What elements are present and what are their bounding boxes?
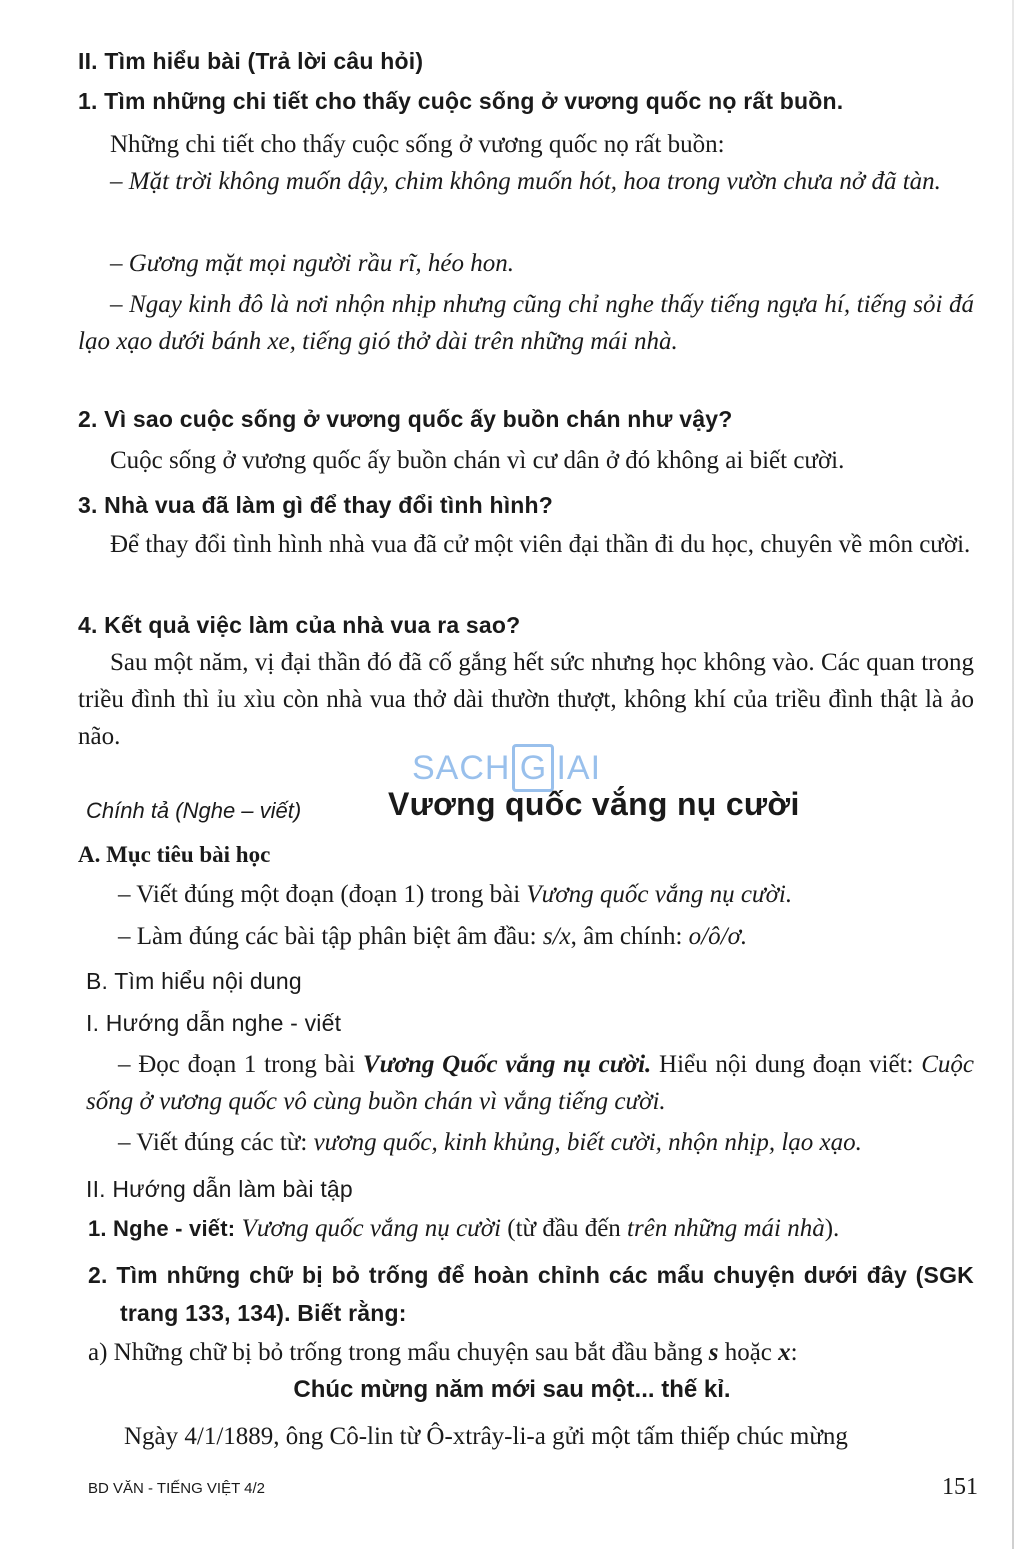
exercise-1-rest-c: ). bbox=[824, 1215, 840, 1242]
section-b-sub-1: I. Hướng dẫn nghe - viết bbox=[86, 1010, 342, 1036]
story-first-line: Ngày 4/1/1889, ông Cô-lin từ Ô-xtrây-li-a gửi một tấm thiếp chúc mừng bbox=[124, 1423, 848, 1450]
section-b-para-2 bbox=[118, 1124, 974, 1161]
exercise-2a-prefix: a) Những chữ bị bỏ trống trong mẩu chuyện sau bắt đầu bằng bbox=[88, 1339, 709, 1366]
question-2-answer: Cuộc sống ở vương quốc ấy buồn chán vì cư dân ở đó không ai biết cười. bbox=[110, 447, 845, 474]
section-a-line-2-text: – Làm đúng các bài tập phân biệt âm đầu: bbox=[118, 923, 543, 950]
section-b-para-2-words: vương quốc, kinh khủng, biết cười, nhộn nhịp, lạo xạo. bbox=[313, 1129, 862, 1156]
page-number: 151 bbox=[942, 1474, 978, 1500]
question-3-answer: Để thay đổi tình hình nhà vua đã cử một viên đại thần đi du học, chuyên về môn cười. bbox=[110, 531, 971, 558]
exercise-1-rest-a: (từ đầu đến bbox=[501, 1215, 628, 1242]
section-a-heading: A. Mục tiêu bài học bbox=[78, 842, 271, 867]
watermark-text-right: IAI bbox=[556, 749, 602, 787]
section-b-sub-2: II. Hướng dẫn làm bài tập bbox=[86, 1176, 353, 1202]
exercise-1-label: 1. Nghe - viết: bbox=[88, 1216, 242, 1241]
watermark-g-box: G bbox=[512, 744, 554, 792]
section-a-line-1 bbox=[118, 876, 974, 913]
section-b-para-1-prefix: – Đọc đoạn 1 trong bài bbox=[118, 1051, 363, 1078]
exercise-2: 2. Tìm những chữ bị bỏ trống để hoàn chỉnh các mẩu chuyện dưới đây (SGK trang 133, 134). Biết rằng: bbox=[88, 1262, 974, 1326]
exercise-1 bbox=[88, 1210, 974, 1247]
story-title: Chúc mừng năm mới sau một... thế kỉ. bbox=[293, 1376, 731, 1403]
section-a-line-1-text: – Viết đúng một đoạn (đoạn 1) trong bài bbox=[118, 881, 527, 908]
question-1-item-3: – Ngay kinh đô là nơi nhộn nhịp nhưng cũng chỉ nghe thấy tiếng ngựa hí, tiếng sỏi đá lạo xạo dưới bánh xe, tiếng gió thở dài trên những mái nhà. bbox=[78, 291, 974, 355]
watermark-text-left: SACH bbox=[412, 749, 511, 787]
section-b-para-1-mid: Hiểu nội dung đoạn viết: bbox=[651, 1051, 922, 1078]
question-3-title: 3. Nhà vua đã làm gì để thay đổi tình hình? bbox=[78, 492, 554, 518]
section-b-para-2-prefix: – Viết đúng các từ: bbox=[118, 1129, 314, 1156]
watermark-logo bbox=[412, 744, 601, 792]
lesson-title: Vương quốc vắng nụ cười bbox=[388, 786, 800, 822]
section-a-line-2 bbox=[118, 918, 974, 955]
exercise-1-rest-b: trên những mái nhà bbox=[627, 1215, 825, 1242]
section-a-line-1-title: Vương quốc vắng nụ cười. bbox=[526, 881, 793, 908]
section-a-line-2-s: s/x bbox=[542, 923, 571, 950]
section-b-heading: B. Tìm hiểu nội dung bbox=[86, 968, 302, 994]
question-1-title: 1. Tìm những chi tiết cho thấy cuộc sống ở vương quốc nọ rất buồn. bbox=[78, 88, 844, 114]
section-b-para-1-content: Cuộc sống ở vương quốc vô cùng buồn chán vì vắng tiếng cười. bbox=[86, 1051, 974, 1115]
question-1-item-2: – Gương mặt mọi người rầu rĩ, héo hon. bbox=[110, 250, 514, 277]
chinh-ta-label: Chính tả (Nghe – viết) bbox=[86, 798, 302, 823]
section-a-line-2-o: o/ô/ơ. bbox=[688, 923, 748, 950]
exercise-2a-x: x bbox=[778, 1339, 791, 1366]
exercise-1-title: Vương quốc vắng nụ cười bbox=[241, 1215, 502, 1242]
exercise-2a-mid: hoặc bbox=[718, 1339, 779, 1366]
exercise-2a-s: s bbox=[708, 1339, 719, 1366]
exercise-2a-end: : bbox=[790, 1339, 798, 1366]
question-2-title: 2. Vì sao cuộc sống ở vương quốc ấy buồn chán như vậy? bbox=[78, 406, 733, 432]
question-1-intro: Những chi tiết cho thấy cuộc sống ở vương quốc nọ rất buồn: bbox=[110, 131, 725, 158]
page-edge bbox=[1012, 0, 1014, 1549]
question-1-item-1: – Mặt trời không muốn dậy, chim không muốn hót, hoa trong vườn chưa nở đã tàn. bbox=[110, 168, 941, 195]
question-4-title: 4. Kết quả việc làm của nhà vua ra sao? bbox=[78, 612, 521, 638]
footer-book-title: BD VĂN - TIẾNG VIỆT 4/2 bbox=[88, 1480, 265, 1497]
exercise-2a bbox=[88, 1334, 974, 1371]
section-b-para-1 bbox=[86, 1046, 974, 1120]
section-b-para-1-title: Vương Quốc vắng nụ cười. bbox=[362, 1051, 652, 1078]
part2-heading: II. Tìm hiểu bài (Trả lời câu hỏi) bbox=[78, 48, 424, 74]
question-4-answer: Sau một năm, vị đại thần đó đã cố gắng hết sức nhưng học không vào. Các quan trong triều đình thì ỉu xìu còn nhà vua thở dài thườn thượt, không khí của triều đình thật là ảo não. bbox=[78, 649, 974, 750]
section-a-line-2-mid: , âm chính: bbox=[570, 923, 689, 950]
